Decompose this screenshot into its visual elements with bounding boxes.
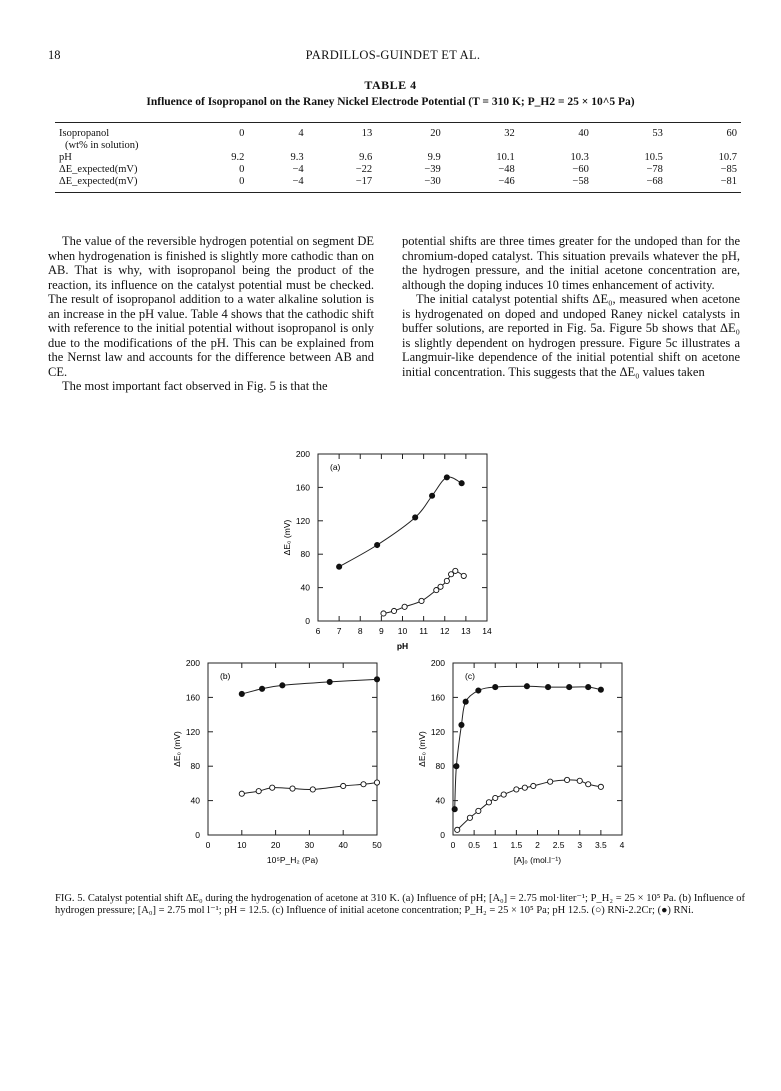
x-axis-label: pH — [396, 641, 409, 651]
table-cell: −17 — [355, 176, 373, 187]
x-tick-label: 14 — [482, 626, 492, 636]
row-label: (wt% in solution) — [65, 140, 139, 151]
table-title: TABLE 4 — [364, 78, 417, 92]
y-tick-label: 160 — [295, 482, 310, 493]
data-point-rni-cr — [290, 786, 295, 791]
table-cell: −81 — [720, 176, 737, 187]
data-point-rni-cr — [444, 578, 449, 583]
table-cell: 0 — [239, 128, 245, 139]
data-point-rni — [327, 679, 332, 684]
data-point-rni — [459, 481, 464, 486]
data-point-rni-cr — [270, 785, 275, 790]
y-axis-label: ΔE₀ (mV) — [282, 519, 292, 556]
data-point-rni-cr — [501, 792, 506, 797]
x-tick-label: 6 — [315, 626, 321, 636]
table-cell: 9.2 — [231, 152, 245, 163]
x-tick-label: 0.5 — [468, 840, 481, 850]
y-tick-label: 0 — [440, 830, 445, 840]
table-cell: 9.9 — [427, 152, 441, 163]
data-point-rni-cr — [453, 568, 458, 573]
figure-caption: FIG. 5. Catalyst potential shift ΔE₀ during the hydrogenation of acetone at 310 K. (a) Influence of pH; [A₀] = 2.75 mol·liter⁻¹; P_H₂ = 25 × 10⁵ Pa. (b) Influence of hydrogen pressure; [A₀] = 2.75 mol l⁻¹; pH = 12.5. (c) Influence of initial acetone concentration; P_H₂ = 25 × 10⁵ Pa; pH 12.5. (○) RNi-2.2Cr; (●) RNi. — [55, 893, 745, 916]
y-tick-label: 80 — [435, 761, 445, 772]
data-point-rni-cr — [476, 808, 481, 813]
x-tick-label: 2 — [535, 840, 540, 850]
data-point-rni — [524, 684, 529, 689]
data-point-rni-cr — [522, 785, 527, 790]
table-row — [55, 176, 741, 193]
x-tick-label: 50 — [372, 840, 382, 850]
table-cell — [667, 140, 741, 152]
data-point-rni — [239, 691, 244, 696]
y-axis-label: ΔE₀ (mV) — [417, 731, 427, 767]
data-point-rni-cr — [256, 789, 261, 794]
data-point-rni-cr — [467, 815, 472, 820]
y-tick-label: 120 — [430, 726, 445, 737]
table-cell: 60 — [726, 128, 737, 139]
data-point-rni-cr — [374, 780, 379, 785]
x-tick-label: 4 — [619, 840, 625, 850]
table-cell: 10.5 — [644, 152, 663, 163]
table-caption: Influence of Isopropanol on the Raney Nickel Electrode Potential (T = 310 K; P_H2 = 25 × 10^5 Pa) — [146, 96, 635, 108]
y-tick-label: 40 — [190, 795, 200, 806]
x-axis-label: [A]₀ (mol.l⁻¹) — [513, 855, 562, 865]
data-point-rni-cr — [239, 791, 244, 796]
x-tick-label: 30 — [304, 840, 315, 850]
x-tick-label: 3 — [577, 840, 583, 850]
chart-panel-c — [417, 658, 625, 865]
table-cell: −58 — [572, 176, 589, 187]
data-point-rni-cr — [486, 800, 491, 805]
page-header — [48, 48, 738, 66]
table-cell — [593, 140, 667, 152]
data-point-rni-cr — [391, 608, 396, 613]
y-tick-label: 160 — [185, 692, 200, 703]
data-point-rni-cr — [514, 787, 519, 792]
chart-panel-a — [282, 449, 492, 651]
table-cell — [248, 140, 307, 152]
page-number: 18 — [48, 48, 61, 62]
table-cell: −4 — [292, 164, 304, 175]
data-point-rni — [375, 542, 380, 547]
x-tick-label: 10 — [397, 626, 408, 636]
x-tick-label: 8 — [357, 626, 363, 636]
series-curve-open — [242, 783, 377, 794]
data-point-rni-cr — [455, 827, 460, 832]
y-tick-label: 0 — [195, 830, 200, 840]
table-cell: −68 — [646, 176, 663, 187]
row-label: pH — [59, 152, 72, 163]
data-point-rni — [454, 764, 459, 769]
table-cell: −78 — [646, 164, 663, 175]
y-tick-label: 80 — [190, 761, 200, 772]
table-cell: 10.3 — [570, 152, 589, 163]
table-cell: −60 — [572, 164, 589, 175]
x-tick-label: 2.5 — [552, 840, 565, 850]
table-cell: 9.6 — [359, 152, 373, 163]
table-cell — [519, 140, 593, 152]
y-axis-label: ΔE₀ (mV) — [172, 731, 182, 767]
x-tick-label: 11 — [419, 626, 429, 636]
table-cell: 32 — [504, 128, 515, 139]
table-4 — [55, 122, 741, 193]
table-cell: −48 — [498, 164, 515, 175]
data-point-rni — [463, 699, 468, 704]
data-point-rni-cr — [341, 783, 346, 788]
running-head: PARDILLOS-GUINDET ET AL. — [305, 48, 481, 62]
panel-label: (c) — [465, 671, 475, 681]
data-point-rni — [337, 564, 342, 569]
paragraph: The initial catalyst potential shifts ΔE₀, measured when acetone is hydrogenated on doped and undoped Raney nickel catalysts in buffer solutions, are reported in Fig. 5a. Figure 5b shows that ΔE₀ is slightly dependent on hydrogen pressure. Figure 5c illustrates a Langmuir-like dependence of the initial potential shift on acetone initial concentration. This suggests that the ΔE₀ values taken — [402, 292, 740, 379]
plot-frame — [208, 663, 377, 835]
data-point-rni-cr — [598, 784, 603, 789]
data-point-rni-cr — [564, 777, 569, 782]
table-cell: −22 — [355, 164, 373, 175]
data-point-rni — [545, 684, 550, 689]
data-point-rni — [598, 687, 603, 692]
x-tick-label: 1.5 — [510, 840, 523, 850]
paragraph: The most important fact observed in Fig. 5 is that the — [62, 379, 328, 393]
table-cell — [189, 140, 248, 152]
x-tick-label: 12 — [440, 626, 450, 636]
table-cell: 10.1 — [496, 152, 515, 163]
data-point-rni — [476, 688, 481, 693]
data-point-rni — [374, 677, 379, 682]
x-tick-label: 7 — [336, 626, 342, 636]
series-curve-open — [457, 780, 601, 830]
x-tick-label: 9 — [379, 626, 384, 636]
row-label: Isopropanol — [59, 128, 110, 139]
data-point-rni-cr — [361, 782, 366, 787]
table-cell: −85 — [720, 164, 737, 175]
y-tick-label: 80 — [300, 549, 310, 560]
table-row — [55, 123, 741, 141]
table-cell — [445, 140, 519, 152]
row-label: ΔE_expected(mV) — [59, 164, 138, 175]
table-cell: 0 — [239, 176, 245, 187]
y-tick-label: 40 — [435, 795, 445, 806]
table-cell: 20 — [430, 128, 441, 139]
data-point-rni — [459, 722, 464, 727]
data-point-rni — [452, 807, 457, 812]
data-point-rni — [259, 686, 264, 691]
data-point-rni-cr — [548, 779, 553, 784]
data-point-rni-cr — [438, 584, 443, 589]
panel-label: (a) — [330, 462, 341, 472]
data-point-rni — [444, 475, 449, 480]
series-curve-open — [383, 571, 463, 614]
data-point-rni — [429, 493, 434, 498]
table-cell: 4 — [298, 128, 304, 139]
row-label: ΔE_expected(mV) — [59, 176, 138, 187]
table-cell — [308, 140, 377, 152]
y-tick-label: 120 — [185, 726, 200, 737]
x-tick-label: 0 — [205, 840, 211, 850]
data-point-rni-cr — [461, 573, 466, 578]
table-cell: −46 — [498, 176, 515, 187]
y-tick-label: 160 — [430, 692, 445, 703]
table-cell: 40 — [578, 128, 589, 139]
x-tick-label: 10 — [237, 840, 247, 850]
data-point-rni — [413, 515, 418, 520]
y-tick-label: 200 — [185, 658, 200, 668]
table-row — [55, 152, 741, 164]
table-row — [55, 140, 741, 152]
table-cell: 53 — [652, 128, 663, 139]
table-cell: 13 — [361, 128, 373, 139]
data-point-rni-cr — [531, 783, 536, 788]
data-point-rni — [280, 683, 285, 688]
x-tick-label: 20 — [270, 840, 281, 850]
table-cell: 10.7 — [718, 152, 737, 163]
data-point-rni-cr — [310, 787, 315, 792]
table-row — [55, 164, 741, 176]
chart-panel-b — [172, 658, 382, 865]
panel-label: (b) — [220, 671, 231, 681]
x-tick-label: 0 — [450, 840, 456, 850]
y-tick-label: 0 — [305, 616, 310, 626]
data-point-rni-cr — [493, 795, 498, 800]
data-point-rni-cr — [381, 611, 386, 616]
data-point-rni-cr — [577, 778, 582, 783]
table-cell: −30 — [424, 176, 441, 187]
text-column-right — [402, 234, 740, 379]
data-point-rni — [493, 684, 498, 689]
series-curve-filled — [455, 686, 601, 809]
x-tick-label: 13 — [461, 626, 471, 636]
paragraph: potential shifts are three times greater for the undoped than for the chromium-doped catalyst. This situation prevails whatever the pH, the hydrogen pressure, and the initial acetone concentration are, although the doping induces 10 times enhancement of activity. — [402, 234, 740, 292]
x-axis-label: 10⁵P_H₂ (Pa) — [266, 855, 319, 865]
text-column-left — [48, 234, 374, 394]
data-point-rni — [567, 684, 572, 689]
paragraph: The value of the reversible hydrogen potential on segment DE when hydrogenation is finished is slightly more cathodic than on AB. That is why, with isopropanol being the product of the reaction, its influence on the catalyst potential must be checked. The result of isopropanol addition to a water alkaline solution is an increase in the pH value. Table 4 shows that the cathodic shift with reference to the initial potential without isopropanol is only due to the modifications of the pH. This can be explained from the Nernst law and accounts for the difference between AB and CE. — [48, 234, 374, 379]
table-cell — [376, 140, 445, 152]
table-cell: 0 — [239, 164, 245, 175]
data-point-rni-cr — [586, 782, 591, 787]
x-tick-label: 3.5 — [594, 840, 607, 850]
y-tick-label: 40 — [300, 582, 310, 593]
table-cell: −39 — [424, 164, 441, 175]
table-cell: 9.3 — [290, 152, 304, 163]
series-curve-filled — [339, 477, 462, 567]
figure-5 — [0, 440, 781, 890]
y-tick-label: 200 — [430, 658, 445, 668]
plot-frame — [318, 454, 487, 621]
x-tick-label: 40 — [338, 840, 348, 850]
table-cell: −4 — [292, 176, 304, 187]
x-tick-label: 1 — [492, 840, 498, 850]
data-point-rni — [586, 684, 591, 689]
data-point-rni-cr — [402, 604, 407, 609]
y-tick-label: 200 — [295, 449, 310, 459]
y-tick-label: 120 — [295, 515, 310, 526]
data-point-rni-cr — [419, 598, 424, 603]
